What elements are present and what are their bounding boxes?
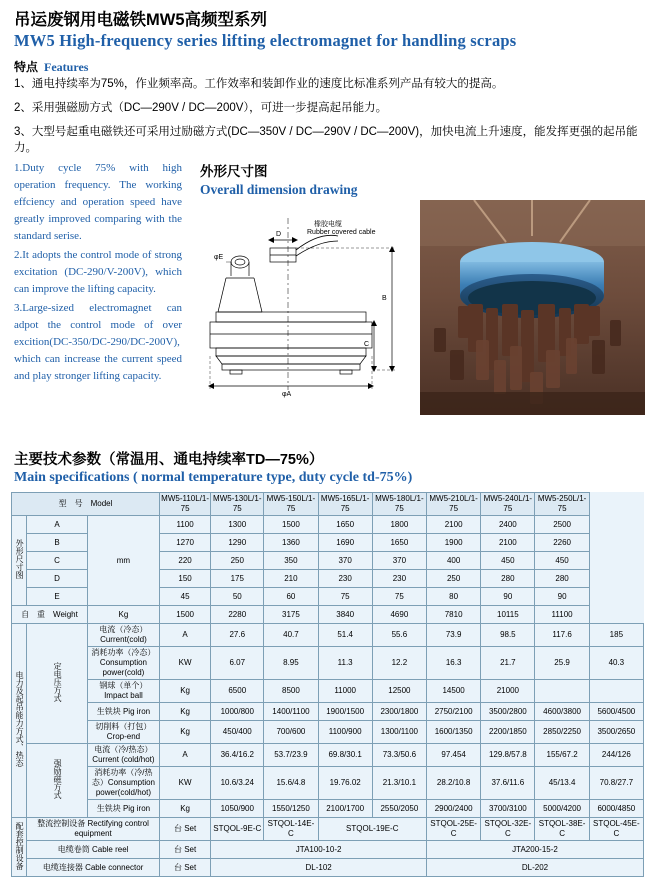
cell: 28.2/10.8 (427, 767, 481, 800)
side-label-power-text: 电力及起吊能力方式、热态 (15, 671, 25, 767)
cell: 450 (481, 552, 535, 570)
row-unit: Kg (87, 606, 159, 624)
cell: 4690 (372, 606, 426, 624)
row-label: 生铁块 Pig iron (87, 800, 159, 818)
cell: 2280 (211, 606, 264, 624)
feature-line-3: 3、大型号起重电磁铁还可采用过励磁方式(DC—350V / DC—290V / DC—200V)，加快电流上升速度，能发挥更强的起吊能力。 (14, 126, 638, 154)
cell: 19.76.02 (318, 767, 372, 800)
row-label: 消耗功率（冷/热态）Consumption power(cold/hot) (87, 767, 159, 800)
side-label-constant-text: 定电压方式 (53, 662, 63, 702)
side-label-strong-text: 强励磁方式 (53, 759, 63, 799)
dimension-drawing-title-en: Overall dimension drawing (200, 182, 358, 197)
cell: 27.6 (211, 624, 264, 647)
row-label: 电缆卷筒 Cable reel (27, 841, 160, 859)
table-row (12, 744, 644, 767)
features-heading-cn: 特点 (14, 60, 39, 74)
table-row-weight (12, 606, 644, 624)
cell: 60 (264, 588, 318, 606)
spec-title-en: Main specifications ( normal temperature type, duty cycle td-75%) (14, 470, 413, 485)
cell: 2100/1700 (318, 800, 372, 818)
cell: 3700/3100 (481, 800, 535, 818)
cell: DL-102 (211, 859, 427, 877)
row-label: E (27, 588, 88, 606)
row-label: 消耗功率（冷态）Consumption power(cold) (87, 647, 159, 680)
cell: 400 (427, 552, 481, 570)
cell: 55.6 (372, 624, 426, 647)
cell: 14500 (427, 680, 481, 703)
dim-label-b: B (382, 295, 387, 302)
cell: 21000 (481, 680, 535, 703)
cell: 280 (535, 570, 589, 588)
cell: 1360 (264, 534, 318, 552)
row-unit: Kg (159, 721, 210, 744)
row-unit: KW (159, 647, 210, 680)
cell: 1690 (318, 534, 372, 552)
dimension-drawing-title-cn: 外形尺寸图 (200, 164, 268, 179)
table-row (12, 767, 644, 800)
cell: 210 (264, 570, 318, 588)
model-cell: MW5-250L/1-75 (535, 493, 589, 516)
cell: 3175 (264, 606, 318, 624)
page-title-cn: 吊运废钢用电磁铁MW5高频型系列 (14, 11, 267, 29)
cell: 21.3/10.1 (372, 767, 426, 800)
cell: 1900 (427, 534, 481, 552)
cell: 350 (264, 552, 318, 570)
cell: 98.5 (481, 624, 535, 647)
row-label: B (27, 534, 88, 552)
cell: 1300 (211, 516, 264, 534)
model-cell: MW5-180L/1-75 (372, 493, 426, 516)
cell: 1650 (372, 534, 426, 552)
row-unit: 台 Set (159, 859, 210, 877)
cell: 1600/1350 (427, 721, 481, 744)
model-cell: MW5-130L/1-75 (211, 493, 264, 516)
cell: 1300/1100 (372, 721, 426, 744)
cell: 69.8/30.1 (318, 744, 372, 767)
cell: 3500/2800 (481, 703, 535, 721)
cell: 1800 (372, 516, 426, 534)
table-row-cableconnector (12, 859, 644, 877)
row-label: 切削料（打包）Crop-end (87, 721, 159, 744)
cell: 21.7 (481, 647, 535, 680)
cell: 2550/2050 (372, 800, 426, 818)
cell: 250 (211, 552, 264, 570)
model-header-cell: 型 号 Model (12, 493, 160, 516)
row-label: D (27, 570, 88, 588)
cell: 7810 (427, 606, 481, 624)
model-cell: MW5-150L/1-75 (264, 493, 318, 516)
cell: 2100 (427, 516, 481, 534)
cell: 11100 (535, 606, 589, 624)
cell: 1500 (264, 516, 318, 534)
cell: 10115 (481, 606, 535, 624)
cell: 75 (318, 588, 372, 606)
cell: 90 (535, 588, 589, 606)
cell: 230 (318, 570, 372, 588)
cell: 16.3 (427, 647, 481, 680)
cell: 175 (211, 570, 264, 588)
cell: 3500/2650 (589, 721, 643, 744)
cell: 1290 (211, 534, 264, 552)
cell: 73.9 (427, 624, 481, 647)
english-feature-1: 1.Duty cycle 75% with high operation frequency. The working effciency and operation speed have greatly improved comparing with the standard serise. (14, 162, 182, 242)
cell: 1100 (159, 516, 210, 534)
cell: 53.7/23.9 (264, 744, 318, 767)
cell: 4600/3800 (535, 703, 589, 721)
page-title-en: MW5 High-frequency series lifting electromagnet for handling scraps (14, 31, 517, 50)
cell: 1650 (318, 516, 372, 534)
specifications-table (11, 492, 644, 877)
cell: STQOL-25E-C (427, 818, 481, 841)
cell: DL-202 (427, 859, 644, 877)
product-photo-svg (420, 200, 645, 415)
spec-title-cn: 主要技术参数（常温用、通电持续率TD—75%） (14, 452, 324, 468)
table-row (12, 624, 644, 647)
cell: STQOL-14E-C (264, 818, 318, 841)
row-unit: 台 Set (159, 841, 210, 859)
feature-line-2: 2、采用强磁励方式（DC—290V / DC—200V），可进一步提高起吊能力。 (14, 102, 388, 114)
cell: 3840 (318, 606, 372, 624)
cell: 1900/1500 (318, 703, 372, 721)
row-label: 整流控制设备 Rectifying control equipment (27, 818, 160, 841)
cell: 5000/4200 (535, 800, 589, 818)
cell: 220 (159, 552, 210, 570)
cell: 2900/2400 (427, 800, 481, 818)
features-heading (14, 58, 88, 75)
row-unit: Kg (159, 800, 210, 818)
cell: 12500 (372, 680, 426, 703)
cable-label-en: Rubber covered cable (307, 229, 376, 236)
row-label: 自 重 Weight (12, 606, 88, 624)
cell: STQOL-45E-C (589, 818, 643, 841)
cell: 244/126 (589, 744, 643, 767)
cell: 10.6/3.24 (211, 767, 264, 800)
row-unit: Kg (159, 703, 210, 721)
table-row (12, 703, 644, 721)
cell: 370 (318, 552, 372, 570)
cell: 155/67.2 (535, 744, 589, 767)
model-cell: MW5-240L/1-75 (481, 493, 535, 516)
cell: 1400/1100 (264, 703, 318, 721)
cell: STQOL-9E-C (211, 818, 264, 841)
row-unit: mm (87, 516, 159, 606)
cell: STQOL-38E-C (535, 818, 589, 841)
cell: 1270 (159, 534, 210, 552)
row-unit: A (159, 744, 210, 767)
dim-label-e: φE (214, 254, 224, 261)
cell: 8500 (264, 680, 318, 703)
side-label-equipment (12, 818, 27, 877)
cell: 45 (159, 588, 210, 606)
cell: 70.8/27.7 (589, 767, 643, 800)
dim-label-a: φA (282, 391, 292, 398)
cell: 11000 (318, 680, 372, 703)
cell: 80 (427, 588, 481, 606)
cell: 450/400 (211, 721, 264, 744)
cell: 280 (481, 570, 535, 588)
row-unit: Kg (159, 680, 210, 703)
side-label-dimensions-text: 外形尺寸图 (15, 539, 25, 579)
row-unit: A (159, 624, 210, 647)
cell: 1050/900 (211, 800, 264, 818)
cell: 2750/2100 (427, 703, 481, 721)
model-cell: MW5-210L/1-75 (427, 493, 481, 516)
feature-line-1: 1、通电持续率为75%，作业频率高。工作效率和装卸作业的速度比标准系列产品有较大的提高。 (14, 78, 504, 90)
cell: 6500 (211, 680, 264, 703)
row-label: 电流（冷态）Current(cold) (87, 624, 159, 647)
cell: 700/600 (264, 721, 318, 744)
table-row (12, 680, 644, 703)
cell: 6.07 (211, 647, 264, 680)
row-label: 钢球（单个）Impact ball (87, 680, 159, 703)
row-label: C (27, 552, 88, 570)
cell: 1500 (159, 606, 210, 624)
table-row-cablereel (12, 841, 644, 859)
cell: 73.3/50.6 (372, 744, 426, 767)
cell: 2100 (481, 534, 535, 552)
cell: 12.2 (372, 647, 426, 680)
row-unit: KW (159, 767, 210, 800)
side-label-dimensions (12, 516, 27, 606)
cell: 370 (372, 552, 426, 570)
cell: 40.7 (264, 624, 318, 647)
table-row (12, 647, 644, 680)
dimension-drawing-svg (196, 200, 411, 400)
model-cell: MW5-110L/1-75 (159, 493, 210, 516)
side-label-equipment-text: 配套控制设备 (15, 821, 25, 870)
cell: 90 (481, 588, 535, 606)
row-label: 电流（冷/热态）Current (cold/hot) (87, 744, 159, 767)
cell: 11.3 (318, 647, 372, 680)
cell: 37.6/11.6 (481, 767, 535, 800)
cell: 36.4/16.2 (211, 744, 264, 767)
cell (589, 680, 643, 703)
english-feature-2: 2.It adopts the control mode of strong excitation (DC-290/V-200V), which can improve the lifting capacity. (14, 249, 182, 295)
cell: 97.454 (427, 744, 481, 767)
cell: 2400 (481, 516, 535, 534)
cell: JTA100-10-2 (211, 841, 427, 859)
side-label-constant (27, 624, 88, 744)
cell: 51.4 (318, 624, 372, 647)
cell: 450 (535, 552, 589, 570)
features-heading-en: Features (44, 60, 89, 74)
table-row-model (12, 493, 644, 516)
cell: 2200/1850 (481, 721, 535, 744)
table-row (12, 516, 644, 534)
cell: 2850/2250 (535, 721, 589, 744)
cell: 150 (159, 570, 210, 588)
cell: 230 (372, 570, 426, 588)
cell: 15.6/4.8 (264, 767, 318, 800)
product-photo (420, 200, 645, 415)
cell: 6000/4850 (589, 800, 643, 818)
english-feature-3: 3.Large-sized electromagnet can adpot the control mode of over excition(DC-350/DC-290/DC-200V), which can increase the current speed and play stronger lifting capacity. (14, 302, 182, 382)
dim-label-c: C (364, 341, 370, 348)
cell: 117.6 (535, 624, 589, 647)
cell: 1100/900 (318, 721, 372, 744)
cell: 5600/4500 (589, 703, 643, 721)
row-label: A (27, 516, 88, 534)
cell: 75 (372, 588, 426, 606)
cell: JTA200-15-2 (427, 841, 644, 859)
side-label-strong (27, 744, 88, 818)
cell: 2260 (535, 534, 589, 552)
cell: 8.95 (264, 647, 318, 680)
cell: 40.3 (589, 647, 643, 680)
row-unit: 台 Set (159, 818, 210, 841)
row-label: 电缆连接器 Cable connector (27, 859, 160, 877)
cell: 2300/1800 (372, 703, 426, 721)
model-cell: MW5-165L/1-75 (318, 493, 372, 516)
cell: STQOL-32E-C (481, 818, 535, 841)
dimension-drawing (196, 200, 411, 400)
row-label: 生铁块 Pig iron (87, 703, 159, 721)
cell: 45/13.4 (535, 767, 589, 800)
cell: 185 (589, 624, 643, 647)
cell: 2500 (535, 516, 589, 534)
cell (535, 680, 589, 703)
cable-label-cn: 橡胶电缆 (314, 221, 342, 228)
cell: 1550/1250 (264, 800, 318, 818)
cell: 50 (211, 588, 264, 606)
dim-label-d: D (276, 231, 282, 238)
cell: 129.8/57.8 (481, 744, 535, 767)
cell: 1000/800 (211, 703, 264, 721)
table-row (12, 721, 644, 744)
table-row (12, 800, 644, 818)
cell: 250 (427, 570, 481, 588)
english-features-block (14, 160, 182, 387)
side-label-power (12, 624, 27, 818)
table-row-rectifier (12, 818, 644, 841)
cell: STQOL-19E-C (318, 818, 426, 841)
cell: 25.9 (535, 647, 589, 680)
